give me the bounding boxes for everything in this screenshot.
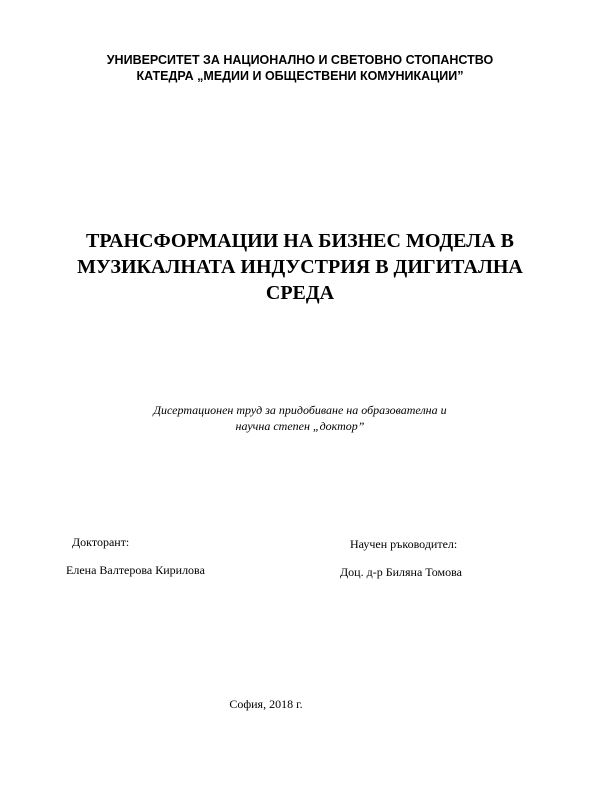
supervisor-name: Доц. д-р Биляна Томова [340,565,462,579]
institution-header [0,52,600,84]
dissertation-subtitle [80,402,520,434]
doctoral-candidate-name: Елена Валтерова Кирилова [66,563,205,577]
dissertation-title [60,228,540,306]
supervisor-label: Научен ръководител: [350,537,458,551]
title-line-3: СРЕДА [265,282,335,304]
department-name: КАТЕДРА „МЕДИИ И ОБЩЕСТВЕНИ КОМУНИКАЦИИ” [136,69,464,83]
subtitle-line-1: Дисертационен труд за придобиване на образователна и [153,403,447,417]
doctoral-candidate-label: Докторант: [72,535,130,549]
university-name: УНИВЕРСИТЕТ ЗА НАЦИОНАЛНО И СВЕТОВНО СТОПАНСТВО [106,53,494,67]
title-line-1: ТРАНСФОРМАЦИИ НА БИЗНЕС МОДЕЛА В [86,230,514,252]
place-and-date: София, 2018 г. [229,697,303,711]
subtitle-line-2: научна степен „доктор” [235,419,365,433]
title-line-2: МУЗИКАЛНАТА ИНДУСТРИЯ В ДИГИТАЛНА [77,256,523,278]
